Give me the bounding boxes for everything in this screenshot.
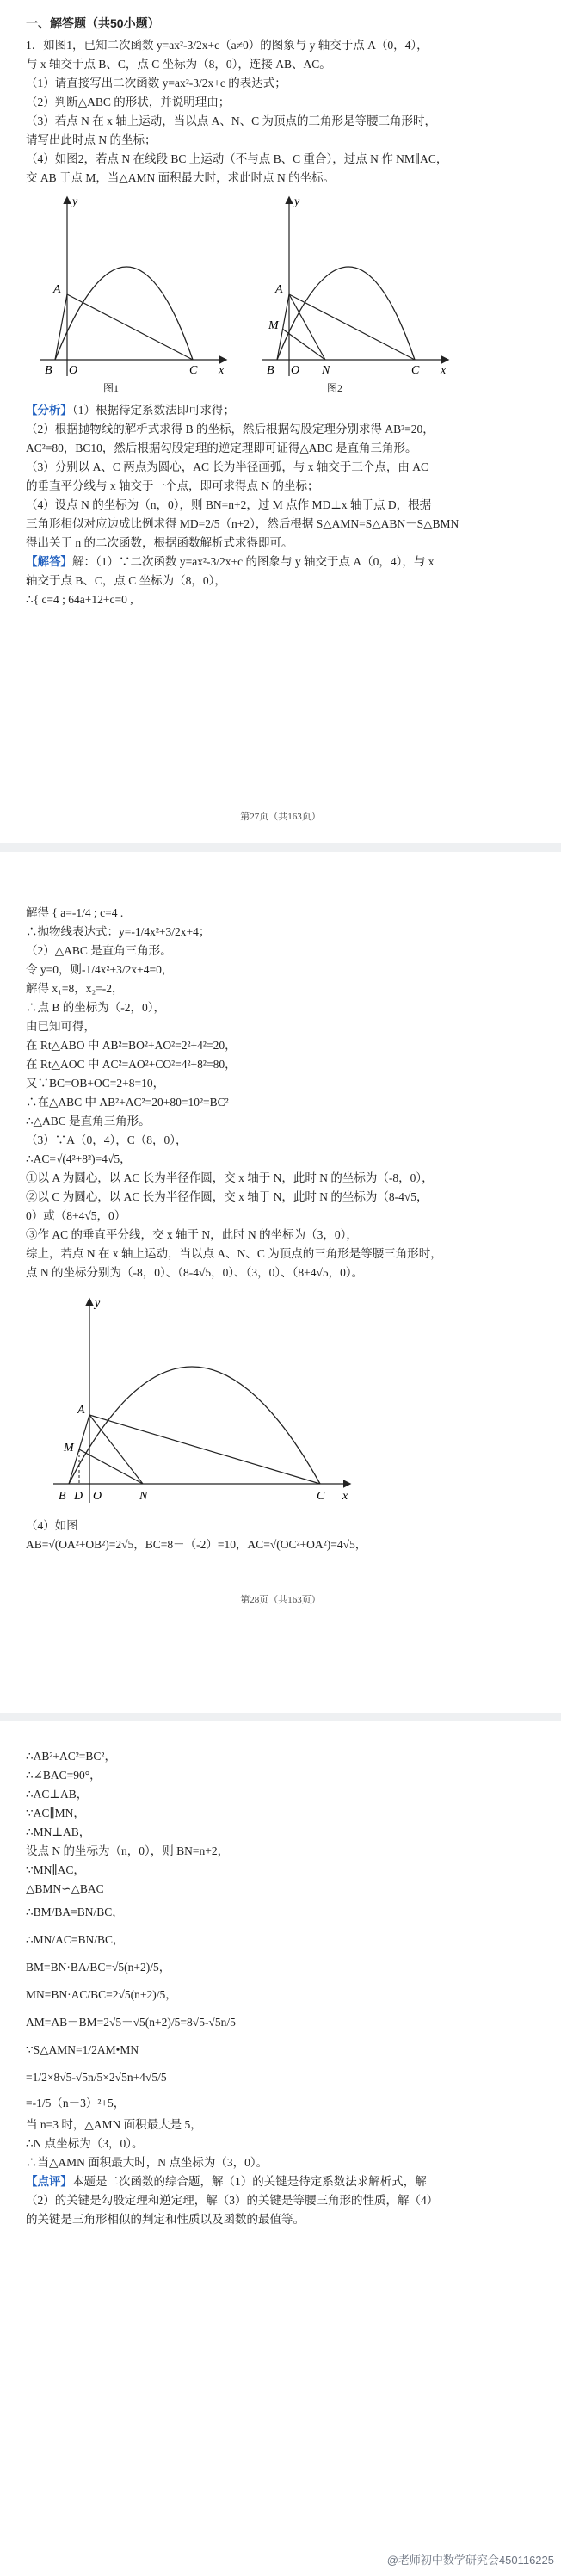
figure-2 (258, 191, 456, 380)
document-page-29 (0, 1721, 561, 2576)
segment-an (89, 1415, 143, 1484)
label-n: N (322, 364, 330, 377)
solution-line: =1/2×8√5-√5n/5×2√5n+4√5/5 (26, 2071, 167, 2084)
solution-line: ∴抛物线表达式：y=-1/4x²+3/2x+4； (26, 925, 211, 938)
solution-line: 解得 x₁=8，x₂=-2， (26, 982, 124, 995)
solution-tag: 【解答】 (26, 555, 72, 568)
question-line: （2）判断△ABC 的形状，并说明理由； (26, 96, 231, 108)
solution-line: ∴MN/AC=BN/BC， (26, 1933, 125, 1946)
comment-line: （2）的关键是勾股定理和逆定理，解（3）的关键是等腰三角形的性质，解（4） (26, 2194, 439, 2207)
page3-content (26, 1747, 540, 2229)
solution-line: 在 Rt△AOC 中 AC²=AO²+CO²=4²+8²=80， (26, 1058, 237, 1071)
solution-line: （3）∵A（0，4），C（8，0）， (26, 1134, 188, 1146)
solution-line: （4）如图 (26, 1519, 78, 1532)
solution-line: 令 y=0，则-1/4x²+3/2x+4=0， (26, 963, 174, 976)
analysis-line: 的垂直平分线与 x 轴交于一个点，即可求得点 N 的坐标； (26, 479, 319, 492)
page-separator (0, 1713, 561, 1721)
page-footer: 第27页（共163页） (240, 812, 321, 822)
segment-mn (79, 1449, 143, 1484)
parabola (69, 1367, 320, 1484)
label-b: B (59, 1490, 66, 1503)
solution-line: ②以 C 为圆心，以 AC 长为半径作圆，交 x 轴于 N，此时 N 的坐标为（8-4√5， (26, 1190, 428, 1203)
question-line: 请写出此时点 N 的坐标； (26, 133, 157, 146)
solution-line: ∴AB²+AC²=BC²， (26, 1750, 116, 1763)
solution-line: ∴△ABC 是直角三角形。 (26, 1115, 151, 1127)
solution-line: 解：（1）∵二次函数 y=ax²-3/2x+c 的图象与 y 轴交于点 A（0，4），与 x (72, 555, 435, 568)
solution-line: =-1/5（n－3）²+5， (26, 2097, 126, 2110)
solution-line: ∵AC∥MN， (26, 1807, 85, 1819)
figure-2-caption: 图2 (327, 382, 343, 394)
analysis-line: （3）分别以 A、C 两点为圆心，AC 长为半径画弧，与 x 轴交于三个点，由 AC (26, 460, 429, 473)
solution-line: ∴N 点坐标为（3，0）。 (26, 2137, 144, 2150)
segment-ac (289, 294, 415, 360)
question-line: 交 AB 于点 M，当△AMN 面积最大时，求此时点 N 的坐标。 (26, 171, 336, 184)
segment-ac (67, 294, 193, 360)
segment-ab (55, 294, 67, 360)
label-n: N (139, 1490, 148, 1503)
document-page-28 (0, 852, 561, 1713)
solution-line: AM=AB－BM=2√5－√5(n+2)/5=8√5-√5n/5 (26, 2016, 236, 2029)
comment-line: 本题是二次函数的综合题，解（1）的关键是待定系数法求解析式，解 (72, 2175, 427, 2188)
solution-line: ∴MN⊥AB， (26, 1825, 91, 1838)
figure-part4 (48, 1293, 358, 1508)
section-title: 一、解答题（共50小题） (26, 16, 160, 30)
watermark: @老师初中数学研究会450116225 (386, 2554, 554, 2567)
solution-line: 由已知可得， (26, 1020, 96, 1033)
label-y: y (95, 1297, 101, 1310)
solution-line: ∴{ c=4 ; 64a+12+c=0 , (26, 593, 133, 606)
question-line: 1．如图1，已知二次函数 y=ax²-3/2x+c（a≠0）的图象与 y 轴交于点 A（0，4）， (26, 39, 428, 52)
label-a: A (77, 1404, 85, 1417)
label-a: A (275, 283, 283, 296)
page2-after-figure (26, 1517, 540, 1554)
solution-line: ∴AC=√(4²+8²)=4√5， (26, 1152, 132, 1165)
label-x: x (219, 364, 225, 377)
solution-line: 综上，若点 N 在 x 轴上运动，当以点 A、N、C 为顶点的三角形是等腰三角形时， (26, 1247, 442, 1260)
question-line: （4）如图2，若点 N 在线段 BC 上运动（不与点 B、C 重合），过点 N 作 NM∥AC， (26, 152, 448, 165)
label-c: C (317, 1490, 325, 1503)
analysis-line: （1）根据待定系数法即可求得； (72, 404, 235, 417)
solution-line: ∴∠BAC=90°， (26, 1769, 102, 1782)
label-o: O (291, 364, 300, 377)
figure-1 (36, 191, 234, 380)
page2-content (26, 904, 540, 1282)
solution-line: 轴交于点 B、C，点 C 坐标为（8，0）， (26, 574, 226, 587)
analysis-block (26, 401, 540, 609)
document-page-27 (0, 0, 561, 843)
solution-line: （2）△ABC 是直角三角形。 (26, 944, 172, 957)
solution-line: 0）或（8+4√5，0） (26, 1209, 126, 1222)
question-line: 与 x 轴交于点 B、C，点 C 坐标为（8，0），连接 AB、AC。 (26, 58, 331, 71)
solution-line: 解得 { a=-1/4 ; c=4 . (26, 906, 124, 919)
comment-line: 的关键是三角形相似的判定和性质以及函数的最值等。 (26, 2213, 305, 2226)
solution-line: ③作 AC 的垂直平分线，交 x 轴于 N，此时 N 的坐标为（3，0）， (26, 1228, 358, 1241)
solution-line: ∵S△AMN=1/2AM•MN (26, 2043, 139, 2056)
page-separator (0, 843, 561, 852)
label-a: A (53, 283, 61, 296)
label-x: x (342, 1490, 348, 1503)
label-b: B (45, 364, 52, 377)
label-c: C (411, 364, 420, 377)
solution-line: 当 n=3 时，△AMN 面积最大是 5， (26, 2118, 202, 2131)
solution-line: ∵MN∥AC， (26, 1863, 85, 1876)
label-m: M (64, 1442, 74, 1455)
label-c: C (189, 364, 198, 377)
solution-line: MN=BN·AC/BC=2√5(n+2)/5， (26, 1988, 177, 2001)
label-x: x (441, 364, 447, 377)
question-line: （1）请直接写出二次函数 y=ax²-3/2x+c 的表达式； (26, 77, 287, 90)
label-o: O (69, 364, 78, 377)
analysis-line: 得出关于 n 的二次函数，根据函数解析式求得即可。 (26, 536, 293, 549)
solution-line: ∴AC⊥AB， (26, 1788, 89, 1801)
analysis-line: （2）根据抛物线的解析式求得 B 的坐标，然后根据勾股定理分别求得 AB²=20， (26, 423, 435, 436)
solution-line: △BMN∽△BAC (26, 1882, 104, 1895)
label-d: D (74, 1490, 83, 1503)
segment-ab (277, 294, 289, 360)
solution-line: AB=√(OA²+OB²)=2√5，BC=8－（-2）=10，AC=√(OC²+OA²)=4√5， (26, 1538, 367, 1551)
page1-content (26, 14, 540, 188)
parabola (277, 267, 415, 360)
solution-line: 又∵BC=OB+OC=2+8=10， (26, 1077, 165, 1090)
solution-line: ∴点 B 的坐标为（-2，0）， (26, 1001, 165, 1014)
label-m: M (268, 319, 279, 332)
solution-line: 在 Rt△ABO 中 AB²=BO²+AO²=2²+4²=20， (26, 1039, 237, 1052)
label-b: B (267, 364, 274, 377)
figure-1-caption: 图1 (103, 382, 120, 394)
analysis-tag: 【分析】 (26, 404, 72, 417)
page-footer: 第28页（共163页） (240, 1595, 321, 1605)
label-y: y (72, 195, 78, 208)
solution-line: 设点 N 的坐标为（n，0），则 BN=n+2， (26, 1844, 230, 1857)
label-o: O (93, 1490, 102, 1503)
question-line: （3）若点 N 在 x 轴上运动，当以点 A、N、C 为顶点的三角形是等腰三角形时， (26, 114, 437, 127)
solution-line: 点 N 的坐标分别为（-8，0）、（8-4√5，0）、（3，0）、（8+4√5，0）。 (26, 1266, 364, 1279)
solution-line: ∴在△ABC 中 AB²+AC²=20+80=10²=BC² (26, 1096, 229, 1109)
analysis-line: AC²=80，BC10，然后根据勾股定理的逆定理即可证得△ABC 是直角三角形。 (26, 442, 417, 454)
solution-line: BM=BN·BA/BC=√5(n+2)/5， (26, 1961, 171, 1974)
comment-tag: 【点评】 (26, 2175, 72, 2188)
analysis-line: （4）设点 N 的坐标为（n，0），则 BN=n+2，过 M 点作 MD⊥x 轴于点 D，根据 (26, 498, 432, 511)
solution-line: ∴BM/BA=BN/BC， (26, 1906, 124, 1918)
solution-line: ①以 A 为圆心，以 AC 长为半径作圆，交 x 轴于 N，此时 N 的坐标为（-8，0）， (26, 1171, 434, 1184)
analysis-line: 三角形相似对应边成比例求得 MD=2/5（n+2），然后根据 S△AMN=S△ABN－S△BMN (26, 517, 459, 530)
parabola (55, 267, 193, 360)
label-y: y (294, 195, 300, 208)
solution-line: ∴当△AMN 面积最大时，N 点坐标为（3，0）。 (26, 2156, 268, 2169)
